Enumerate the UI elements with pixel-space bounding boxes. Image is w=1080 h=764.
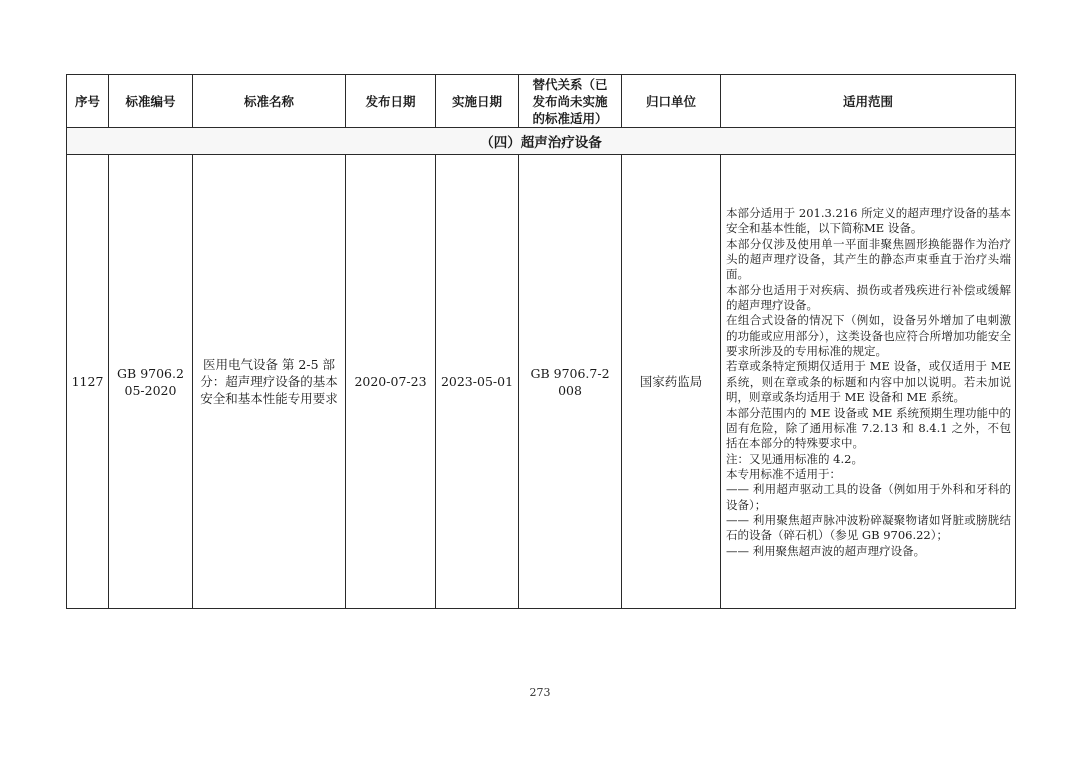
header-publish-date: 发布日期 [346,75,436,128]
section-row [67,128,1016,155]
header-replacement-relation [519,75,622,128]
scope-paragraph: —— 利用聚焦超声脉冲波粉碎凝聚物诸如肾脏或膀胱结石的设备（碎石机）（参见 GB 9706.22）； [726,512,1011,543]
cell-authority: 国家药监局 [622,155,721,609]
standard-code-text: GB 9706.205-2020 [117,365,184,398]
cell-standard-name [193,155,346,609]
replaces-text: GB 9706.7-2008 [530,365,610,398]
scope-paragraph: 在组合式设备的情况下（例如，设备另外增加了电刺激的功能或应用部分），这类设备也应符合所增加功能安全要求所涉及的专用标准的规定。 [726,313,1011,359]
scope-paragraph: 本部分适用于 201.3.216 所定义的超声理疗设备的基本安全和基本性能，以下简称ME 设备。 [726,206,1011,236]
header-replacement-label: 替代关系（已发布尚未实施的标准适用） [532,76,608,126]
scope-paragraph: —— 利用聚焦超声波的超声理疗设备。 [726,543,926,558]
header-standard-code: 标准编号 [109,75,193,128]
scope-paragraph: 本部分范围内的 ME 设备或 ME 系统预期生理功能中的固有危险，除了通用标准 7.2.13 和 8.4.1 之外，不包括在本部分的特殊要求中。 [726,405,1011,451]
cell-implement-date: 2023-05-01 [436,155,519,609]
scope-paragraph: 本专用标准不适用于： [726,466,841,481]
cell-publish-date: 2020-07-23 [346,155,436,609]
cell-standard-code [109,155,193,609]
scope-paragraph: 本部分仅涉及使用单一平面非聚焦圆形换能器作为治疗头的超声理疗设备，其产生的静态声束垂直于治疗头端面。 [726,236,1011,282]
header-seq: 序号 [67,75,109,128]
scope-text [721,204,1015,559]
table-row [67,155,1016,609]
header-scope: 适用范围 [721,75,1016,128]
standard-name-text: 医用电气设备 第 2-5 部分：超声理疗设备的基本安全和基本性能专用要求 [200,357,338,406]
header-authority: 归口单位 [622,75,721,128]
scope-paragraph: 若章或条特定预期仅适用于 ME 设备，或仅适用于 ME 系统，则在章或条的标题和内容中加以说明。若未加说明，则章或条均适用于 ME 设备和 ME 系统。 [726,359,1011,405]
section-title: （四）超声治疗设备 [67,128,1016,155]
table-header-row [67,75,1016,128]
page-number: 273 [529,686,551,699]
cell-replaces [519,155,622,609]
standards-table [66,74,1016,609]
scope-paragraph: 本部分也适用于对疾病、损伤或者残疾进行补偿或缓解的超声理疗设备。 [726,282,1011,313]
header-implement-date: 实施日期 [436,75,519,128]
cell-scope [721,155,1016,609]
header-standard-name: 标准名称 [193,75,346,128]
cell-seq: 1127 [67,155,109,609]
scope-paragraph: 注：又见通用标准的 4.2。 [726,451,863,466]
scope-paragraph: —— 利用超声驱动工具的设备（例如用于外科和牙科的设备）； [726,482,1011,512]
